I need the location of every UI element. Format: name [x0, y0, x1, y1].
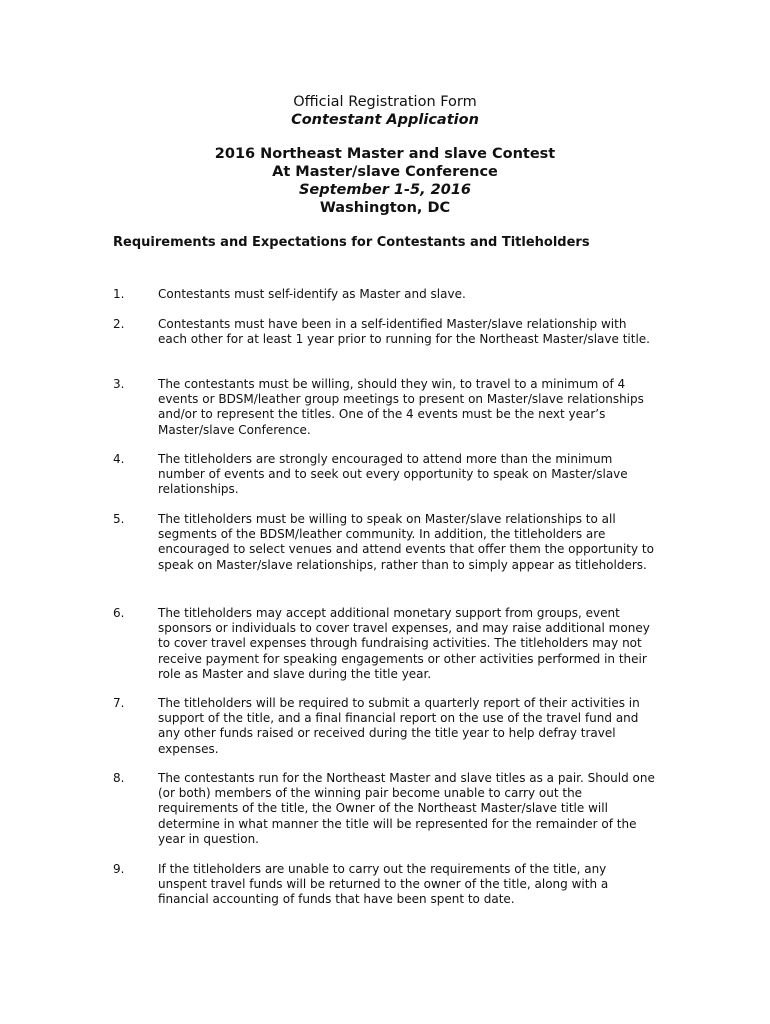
requirement-number: 8.: [113, 771, 125, 785]
event-dates: September 1-5, 2016: [298, 182, 472, 198]
requirement-number: 4.: [113, 452, 125, 466]
requirement-text: The titleholders are strongly encouraged to attend more than the minimum number of events and to seek out every opportunity to speak on Master/slave relationships.: [158, 452, 628, 497]
section-heading: Requirements and Expectations for Contestants and Titleholders: [113, 235, 590, 250]
requirement-text: The contestants run for the Northeast Master and slave titles as a pair. Should one (or both) members of the winning pair become unable to carry out the requirements of the title, the Owner of the Northeast Master/slave title will determine in what manner the title will be represented for the remainder of the year in question.: [158, 771, 655, 846]
form-subtitle: Contestant Application: [291, 112, 479, 128]
requirement-text: The contestants must be willing, should they win, to travel to a minimum of 4 events or BDSM/leather group meetings to present on Master/slave relationships and/or to represent the titles. One of the 4 events must be the next year’s Master/slave Conference.: [158, 377, 644, 437]
event-name: 2016 Northeast Master and slave Contest: [214, 146, 556, 162]
requirement-text: If the titleholders are unable to carry out the requirements of the title, any unspent travel funds will be returned to the owner of the title, along with a financial accounting of funds that have been spent to date.: [158, 862, 609, 907]
requirement-number: 5.: [113, 512, 125, 526]
requirement-text: The titleholders must be willing to speak on Master/slave relationships to all segments of the BDSM/leather community. In addition, the titleholders are encouraged to select venues and attend events that offer them the opportunity to speak on Master/slave relationships, rather than to simply appear as titleholders.: [158, 512, 654, 572]
requirement-text: The titleholders may accept additional monetary support from groups, event sponsors or individuals to cover travel expenses, and may raise additional money to cover travel expenses through fundraising activities. The titleholders may not receive payment for speaking engagements or other activities performed in their role as Master and slave during the title year.: [158, 606, 650, 681]
requirement-number: 3.: [113, 377, 125, 391]
requirement-number: 1.: [113, 287, 125, 301]
requirement-text: Contestants must have been in a self-identified Master/slave relationship with each other for at least 1 year prior to running for the Northeast Master/slave title.: [158, 317, 650, 347]
requirement-number: 2.: [113, 317, 125, 331]
requirement-number: 9.: [113, 862, 125, 876]
requirement-number: 6.: [113, 606, 125, 620]
requirement-text: Contestants must self-identify as Master and slave.: [158, 287, 466, 301]
event-venue: At Master/slave Conference: [272, 164, 498, 180]
requirement-number: 7.: [113, 696, 125, 710]
form-title: Official Registration Form: [293, 94, 477, 110]
requirement-text: The titleholders will be required to submit a quarterly report of their activities in support of the title, and a final financial report on the use of the travel fund and any other funds raised or received during the title year to help defray travel expenses.: [158, 696, 640, 756]
event-location: Washington, DC: [319, 200, 451, 216]
